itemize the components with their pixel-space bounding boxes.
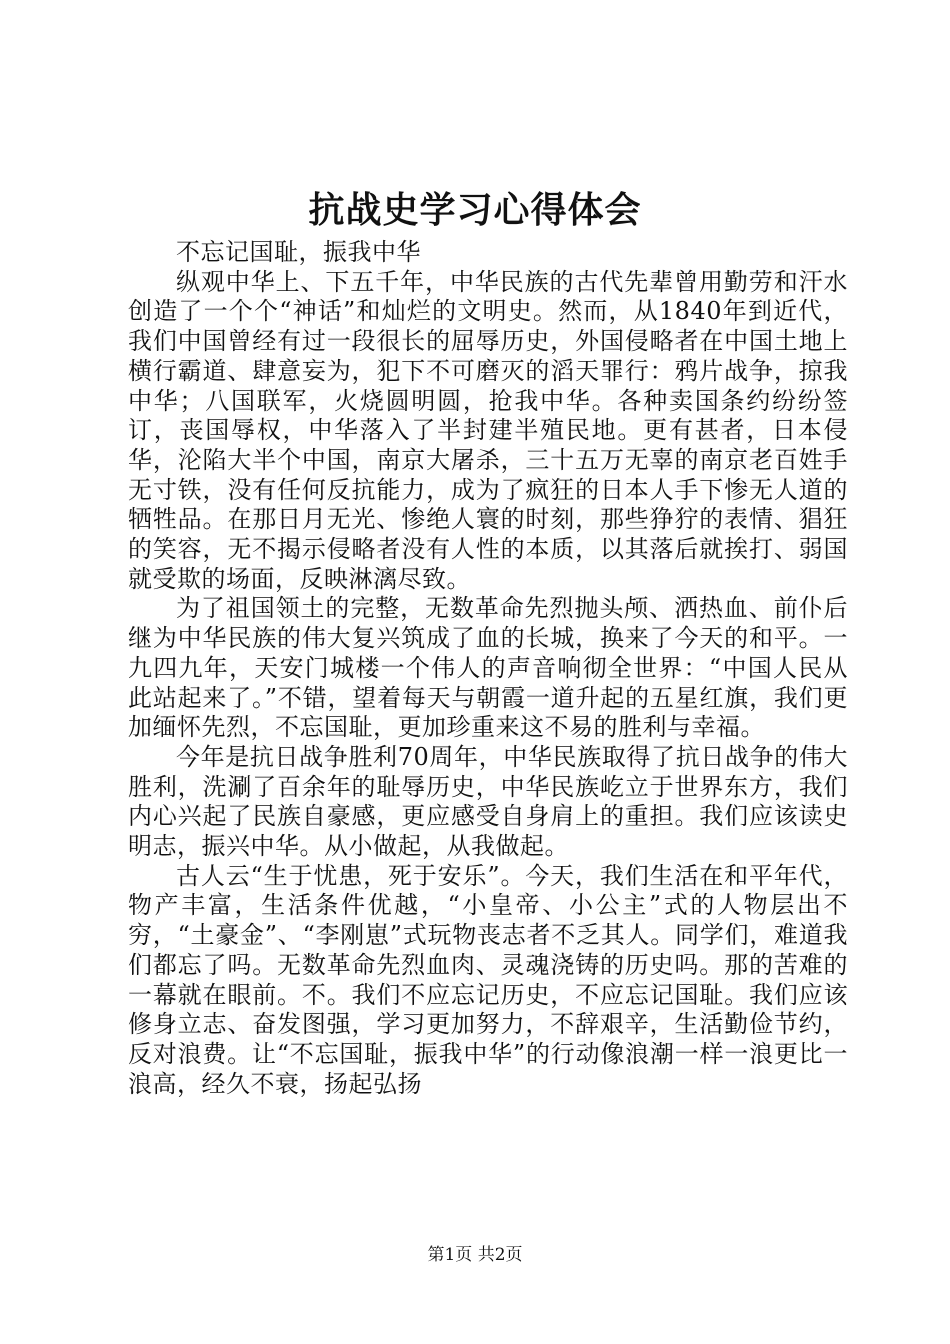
paragraph-subtitle: 不忘记国耻，振我中华 (176, 238, 421, 266)
paragraph-anniversary: 今年是抗日战争胜利70周年，中华民族取得了抗日战争的伟大胜利，洗涮了百余年的耻辱历史，中华民族屹立于世界东方，我们内心兴起了民族自豪感，更应感受自身肩上的重担。我们应该读史明志，振兴中华。从小做起，从我做起。 (128, 742, 848, 861)
page-number-footer: 第1页 共2页 (427, 1245, 523, 1265)
document-body (128, 238, 848, 1099)
document-title: 抗战史学习心得体会 (308, 189, 642, 231)
paragraph-reflection: 古人云“生于忧患，死于安乐”。今天，我们生活在和平年代，物产丰富，生活条件优越，“小皇帝、小公主”式的人物层出不穷，“土豪金”、“李刚崽”式玩物丧志者不乏其人。同学们，难道我们都忘了吗。无数革命先烈血肉、灵魂浇铸的历史吗。那的苦难的一幕就在眼前。不。我们不应忘记历史，不应忘记国耻。我们应该修身立志、奋发图强，学习更加努力，不辞艰辛，生活勤俭节约，反对浪费。让“不忘国耻，振我中华”的行动像浪潮一样一浪更比一浪高，经久不衰，扬起弘扬 (128, 861, 848, 1098)
paragraph-martyrs: 为了祖国领土的完整，无数革命先烈抛头颅、洒热血、前仆后继为中华民族的伟大复兴筑成了血的长城，换来了今天的和平。一九四九年，天安门城楼一个伟人的声音响彻全世界：“中国人民从此站起来了。”不错，望着每天与朝霞一道升起的五星红旗，我们更加缅怀先烈，不忘国耻，更加珍重来这不易的胜利与幸福。 (128, 594, 848, 742)
paragraph-history: 纵观中华上、下五千年，中华民族的古代先辈曾用勤劳和汗水创造了一个个“神话”和灿烂的文明史。然而，从1840年到近代，我们中国曾经有过一段很长的屈辱历史，外国侵略者在中国土地上横行霸道、肆意妄为，犯下不可磨灭的滔天罪行：鸦片战争，掠我中华；八国联军，火烧圆明圆，抢我中华。各种卖国条约纷纷签订，丧国辱权，中华落入了半封建半殖民地。更有甚者，日本侵华，沦陷大半个中国，南京大屠杀，三十五万无辜的南京老百姓手无寸铁，没有任何反抗能力，成为了疯狂的日本人手下惨无人道的牺牲品。在那日月无光、惨绝人寰的时刻，那些狰狞的表情、猖狂的笑容，无不揭示侵略者没有人性的本质，以其落后就挨打、弱国就受欺的场面，反映淋漓尽致。 (128, 267, 848, 593)
